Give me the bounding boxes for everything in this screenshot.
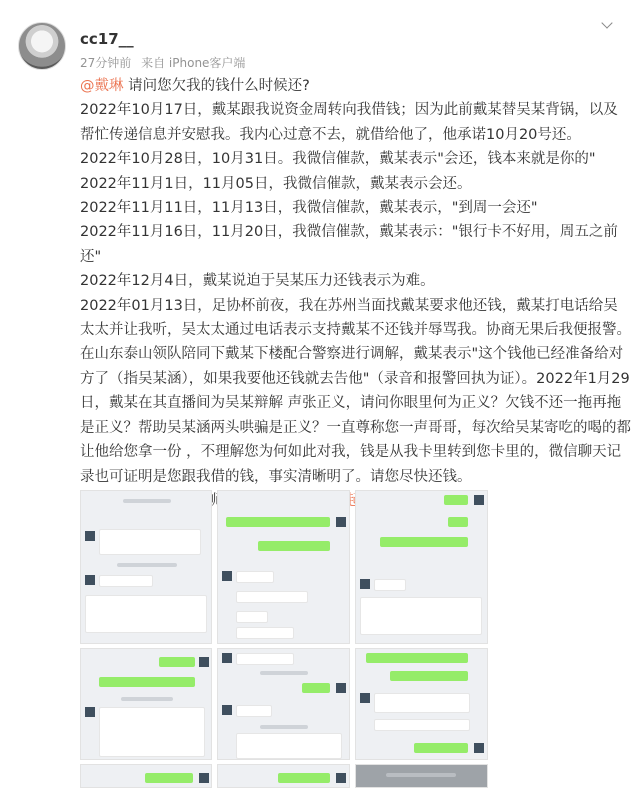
chat-screenshot[interactable]: [355, 764, 488, 788]
post-question: 请问您欠我的钱什么时候还?: [123, 78, 310, 94]
post-paragraph: 2022年12月4日，戴某说迫于吴某压力还钱表示为难。: [80, 273, 435, 290]
chat-screenshot[interactable]: [217, 648, 350, 760]
post-paragraph: 2022年11月1日，11月05日，我微信催款，戴某表示会还。: [80, 175, 472, 192]
chat-screenshot[interactable]: [355, 648, 488, 760]
chat-screenshot[interactable]: [80, 648, 212, 760]
post-paragraph: 2022年10月28日，10月31日。我微信催款，戴某表示"会还，钱本来就是你的": [80, 151, 596, 168]
post-first-line: [80, 74, 632, 98]
post-paragraph: 2022年11月11日，11月13日，我微信催款，戴某表示，"到周一会还": [80, 200, 538, 217]
post-header: [0, 0, 641, 80]
chat-screenshot[interactable]: [355, 490, 488, 644]
mention-link[interactable]: @戴琳: [80, 78, 124, 94]
post-paragraph: 2022年01月13日，足协杯前夜，我在苏州当面找戴某要求他还钱，戴某打电话给吴太太并让我听，吴太太通过电话表示支持戴某不还钱并辱骂我。协商无果后我便报警。在山东泰山领队陪同下戴某下楼配合警察进行调解，戴某表示"这个钱他已经准备给对方了（指吴某涵），如果我要他还钱就去告他"（录音和报警回执为证）。2022年1月29日，戴某在其直播间为吴某辩解 声张正义，请问你眼里何为正义？欠钱不还一拖再拖是正义？帮助吴某涵两头哄骗是正义？一直尊称您一声哥哥，每次给吴某寄吃的喝的都让他给您拿一份 ，不理解您为何如此对我，钱是从我卡里转到您卡里的，微信聊天记录也可证明是您跟我借的钱，事实清晰明了。请您尽快还钱。: [80, 297, 631, 485]
chat-screenshot[interactable]: [80, 764, 212, 788]
post-paragraph: 2022年10月17日，戴某跟我说资金周转向我借钱；因为此前戴某替吴某背锅，以及帮忙传递信息并安慰我。我内心过意不去，就借给他了，他承诺10月20号还。: [80, 102, 618, 143]
user-name[interactable]: cc17__: [80, 30, 134, 48]
post-paragraph: 2022年11月16日，11月20日，我微信催款，戴某表示："银行卡不好用，周五之前还": [80, 224, 618, 265]
post-meta: [80, 54, 251, 71]
avatar[interactable]: [18, 22, 66, 70]
chevron-down-icon[interactable]: [598, 16, 618, 36]
chat-screenshot[interactable]: [217, 490, 350, 644]
post-source: 来自 iPhone客户端: [141, 56, 246, 70]
chat-screenshot[interactable]: [80, 490, 212, 644]
image-gallery: [80, 490, 488, 788]
post-content: [80, 74, 632, 513]
chat-screenshot[interactable]: [217, 764, 350, 788]
post-time[interactable]: 27分钟前: [80, 56, 132, 70]
